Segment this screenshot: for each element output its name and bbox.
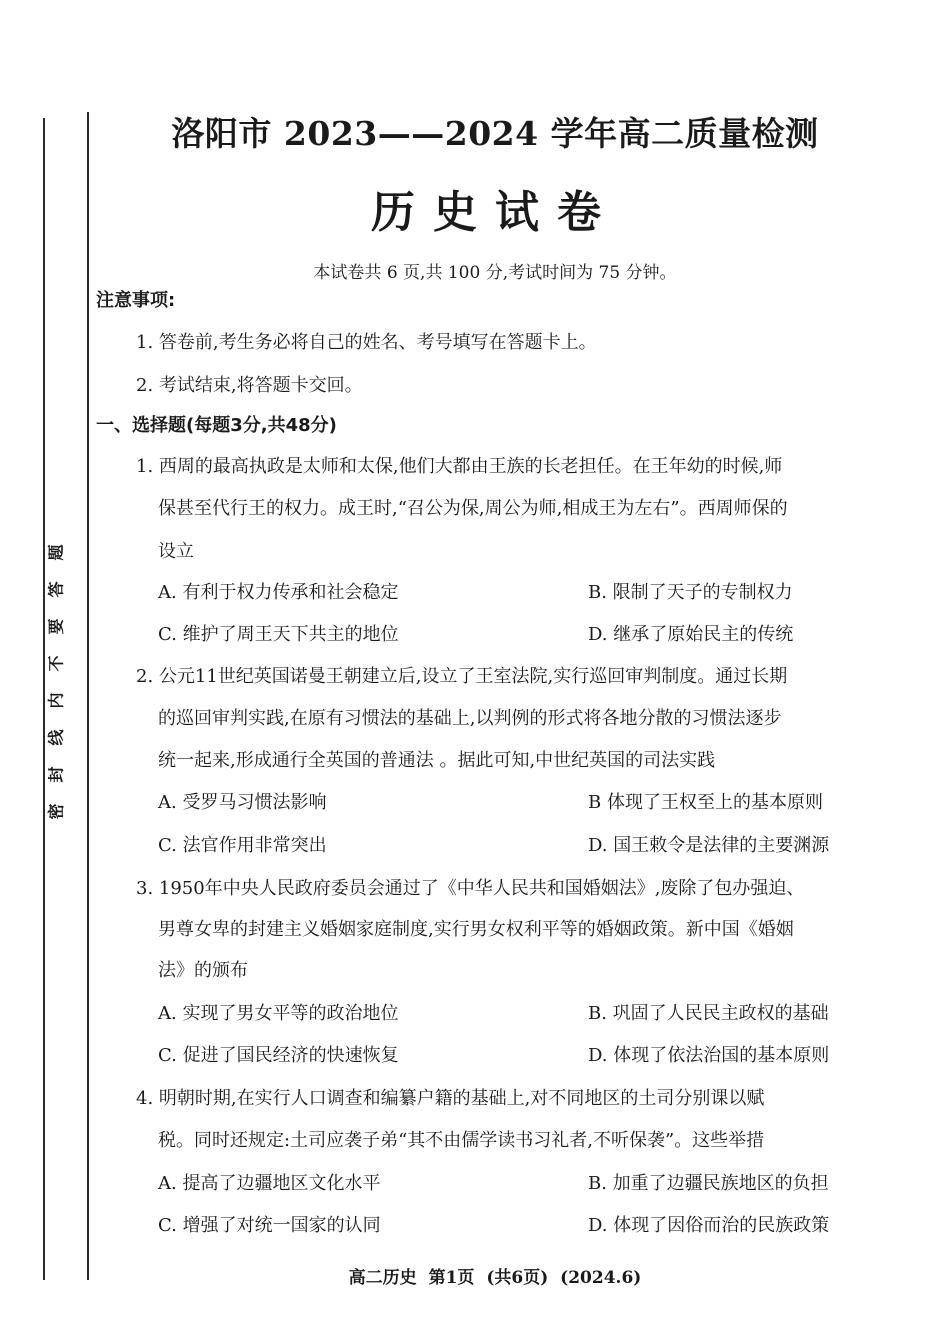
binding-char: 线 [46,729,66,746]
option-b: B. 限制了天子的专制权力 [588,582,793,603]
option-c: C. 增强了对统一国家的认同 [158,1215,381,1236]
question-line: 男尊女卑的封建主义婚姻家庭制度,实行男女权利平等的婚姻政策。新中国《婚姻 [158,919,794,940]
section-heading: 一、选择题(每题3分,共48分) [96,415,337,436]
notice-heading: 注意事项: [96,290,176,311]
option-c: C. 促进了国民经济的快速恢复 [158,1045,399,1066]
binding-char: 题 [46,544,66,561]
option-a: A. 有利于权力传承和社会稳定 [158,582,399,603]
exam-title: 洛阳市 2023——2024 学年高二质量检测 [171,114,819,153]
option-b: B. 巩固了人民民主政权的基础 [588,1003,829,1024]
question-line: 保甚至代行王的权力。成王时,“召公为保,周公为师,相成王为左右”。西周师保的 [158,498,788,519]
binding-char: 密 [46,803,66,820]
exam-meta: 本试卷共 6 页,共 100 分,考试时间为 75 分钟。 [313,263,677,283]
option-d: D. 体现了依法治国的基本原则 [588,1045,830,1066]
binding-char: 要 [46,618,66,635]
binding-line-outer [43,118,45,1280]
option-c: C. 法官作用非常突出 [158,835,327,856]
option-c: C. 维护了周王天下共主的地位 [158,624,399,645]
option-b: B 体现了王权至上的基本原则 [588,792,823,813]
notice-item: 2. 考试结束,将答题卡交回。 [136,375,363,396]
binding-margin-text [46,534,78,830]
question-line: 4. 明朝时期,在实行人口调查和编纂户籍的基础上,对不同地区的土司分别课以赋 [136,1088,765,1109]
notice-item: 1. 答卷前,考生务必将自己的姓名、考号填写在答题卡上。 [136,332,597,353]
question-line: 法》的颁布 [158,960,248,981]
question-line: 的巡回审判实践,在原有习惯法的基础上,以判例的形式将各地分散的习惯法逐步 [158,708,782,729]
option-b: B. 加重了边疆民族地区的负担 [588,1173,829,1194]
option-d: D. 国王敕令是法律的主要渊源 [588,835,830,856]
binding-char: 答 [46,581,66,598]
question-line: 1. 西周的最高执政是太师和太保,他们大都由王族的长老担任。在王年幼的时候,师 [136,456,783,477]
binding-char: 内 [46,692,66,709]
option-d: D. 继承了原始民主的传统 [588,624,794,645]
question-line: 2. 公元11世纪英国诺曼王朝建立后,设立了王室法院,实行巡回审判制度。通过长期 [136,666,788,687]
exam-subject: 历史试卷 [371,187,619,238]
option-a: A. 实现了男女平等的政治地位 [158,1003,399,1024]
page-footer: 高二历史 第1页 (共6页) (2024.6) [348,1268,642,1288]
binding-line-inner [87,112,89,1280]
option-d: D. 体现了因俗而治的民族政策 [588,1215,830,1236]
binding-char: 不 [46,655,66,672]
question-line: 统一起来,形成通行全英国的普通法 。据此可知,中世纪英国的司法实践 [158,750,716,771]
question-line: 3. 1950年中央人民政府委员会通过了《中华人民共和国婚姻法》,废除了包办强迫、 [136,878,805,899]
binding-char: 封 [46,766,66,783]
option-a: A. 受罗马习惯法影响 [158,792,327,813]
question-line: 设立 [158,541,194,562]
question-line: 税。同时还规定:土司应袭子弟“其不由儒学读书习礼者,不听保袭”。这些举措 [158,1130,765,1151]
option-a: A. 提高了边疆地区文化水平 [158,1173,381,1194]
